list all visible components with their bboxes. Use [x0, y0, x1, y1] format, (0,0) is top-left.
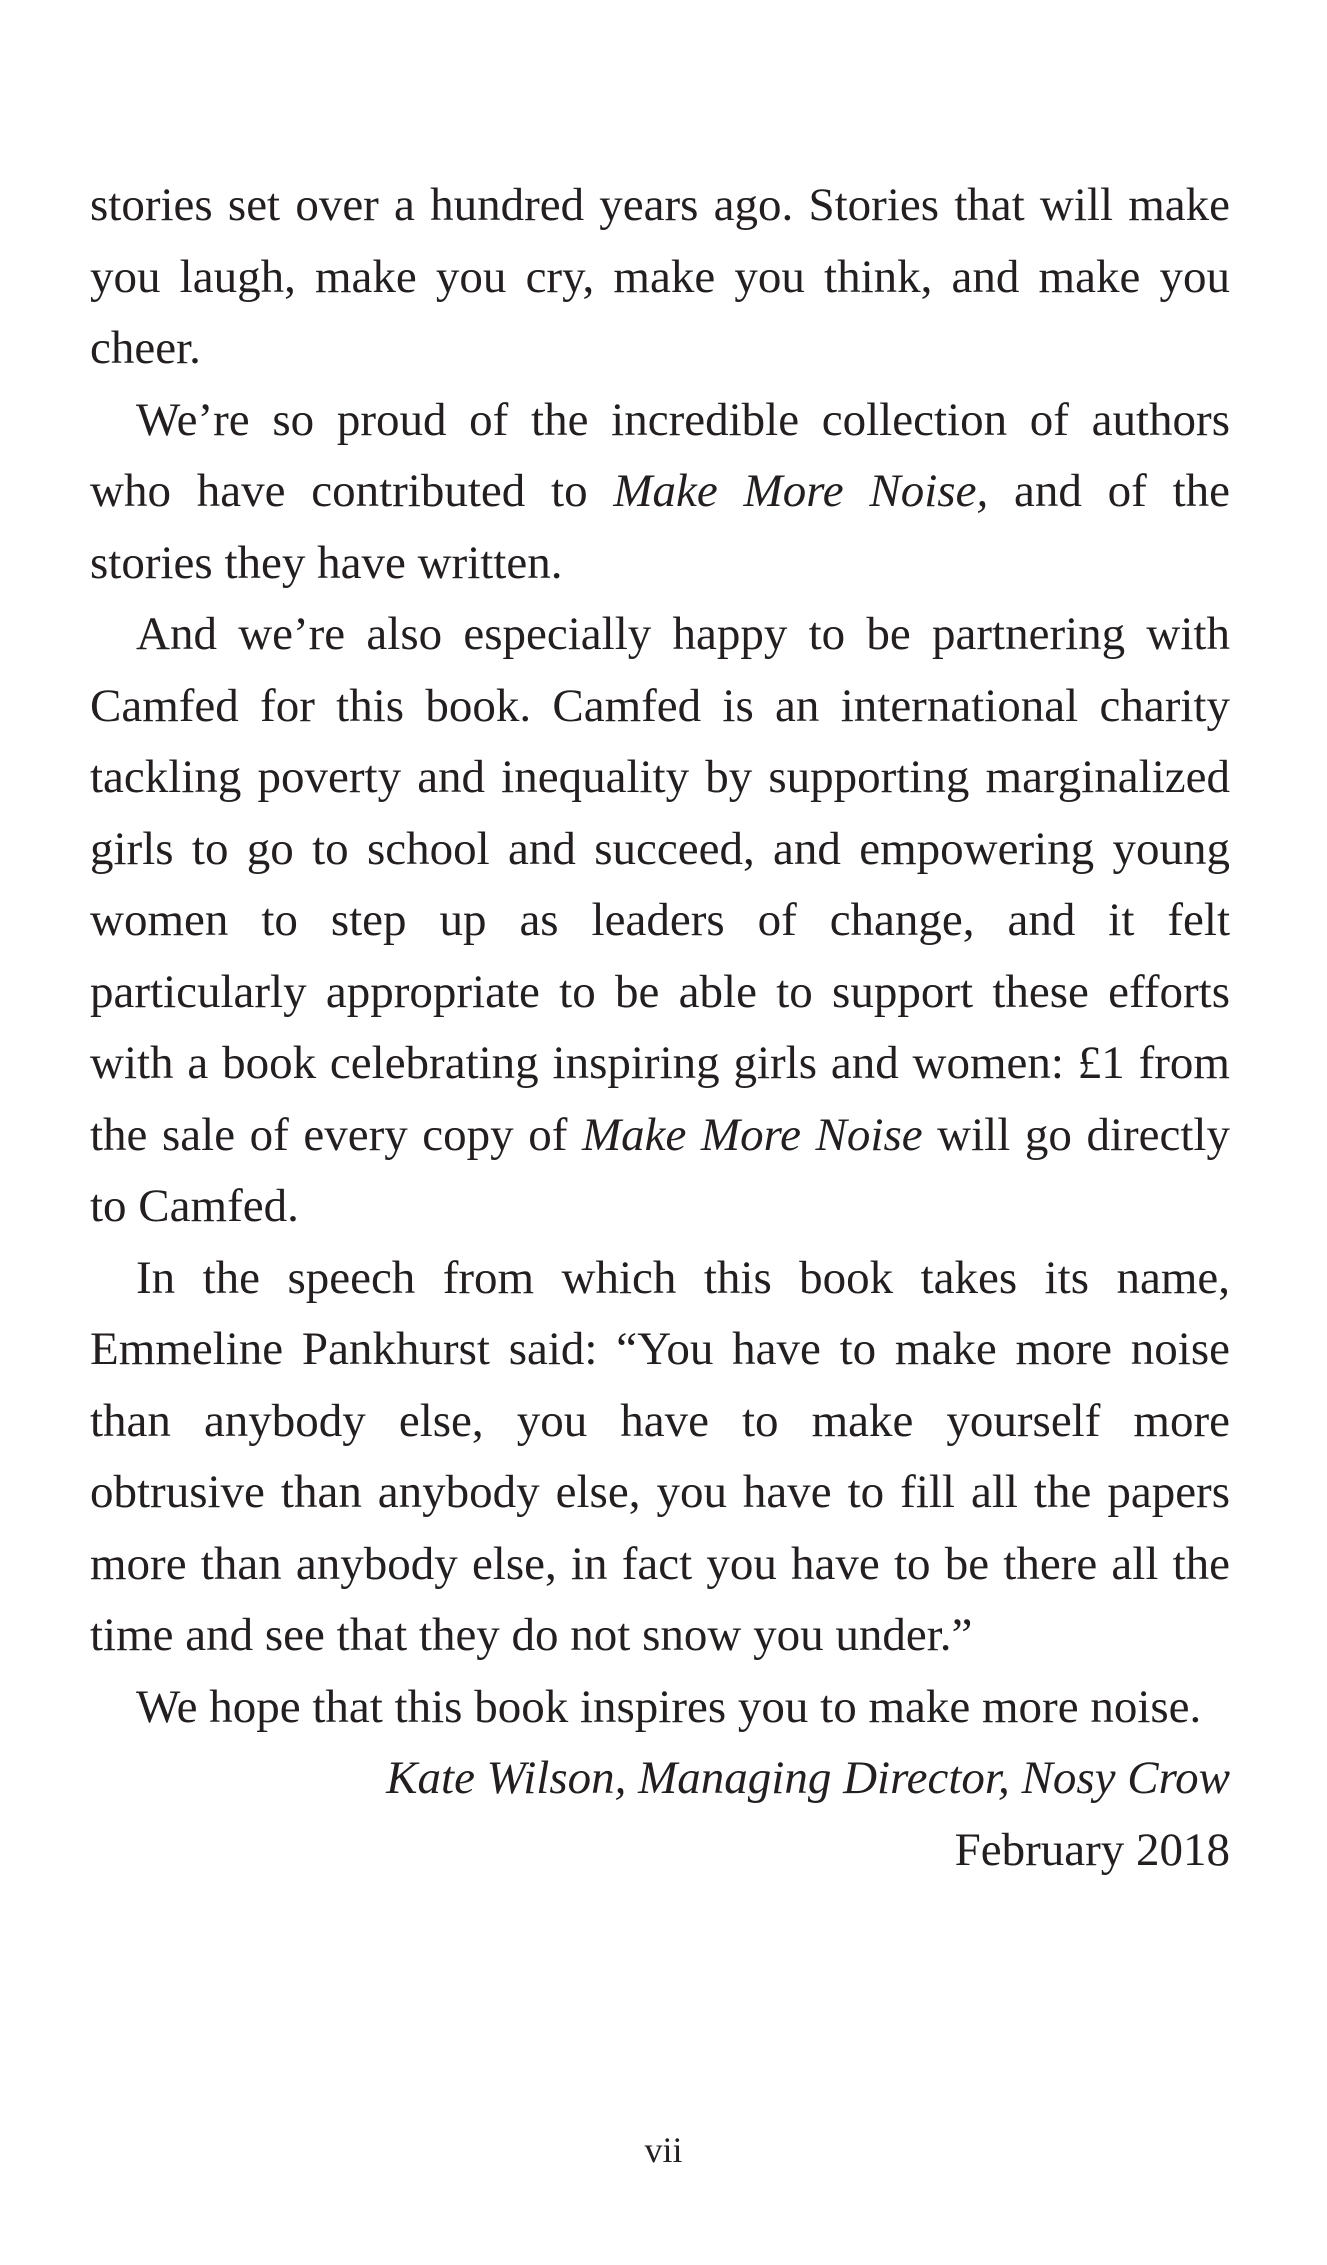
signature-block: [90, 1743, 1230, 1886]
paragraph-text: will go directly to Camfed.: [90, 1108, 1230, 1232]
paragraph: [90, 1672, 1230, 1744]
book-title-italic: Make More Noise,: [613, 465, 989, 517]
paragraph: [90, 599, 1230, 1243]
paragraph: [90, 1243, 1230, 1672]
paragraph-text: We’re so proud of the incredible collection of authors who have contributed to: [90, 393, 1230, 517]
page-body: [90, 170, 1230, 1886]
paragraph: [90, 170, 1230, 385]
paragraph-text: And we’re also especially happy to be partnering with Camfed for this book. Camfed is an international charity tackling poverty and inequality by supporting marginalized girls to go to school and succeed, and empowering young women to step up as leaders of change, and it felt particularly appropriate to be able to support these efforts with a book celebrating inspiring girls and women: £1 from the sale of every copy of: [90, 608, 1230, 1161]
paragraph-text: We hope that this book inspires you to make more noise.: [136, 1680, 1202, 1733]
paragraph-text: stories set over a hundred years ago. Stories that will make you laugh, make you cry, make you think, and make you cheer.: [90, 179, 1230, 374]
signature-date: February 2018: [954, 1823, 1230, 1876]
page-number: vii: [644, 2130, 683, 2170]
signature-name: Kate Wilson, Managing Director, Nosy Crow: [386, 1752, 1230, 1804]
paragraph: [90, 385, 1230, 600]
book-title-italic: Make More Noise: [581, 1108, 923, 1161]
paragraph-text: In the speech from which this book takes its name, Emmeline Pankhurst said: “You have to make more noise than anybody else, you have to make yourself more obtrusive than anybody else, you have to fill all the papers more than anybody else, in fact you have to be there all the time and see that they do not snow you under.”: [90, 1251, 1230, 1661]
paragraph-text: and of the stories they have written.: [90, 465, 1230, 589]
body-text: [90, 170, 1230, 1743]
